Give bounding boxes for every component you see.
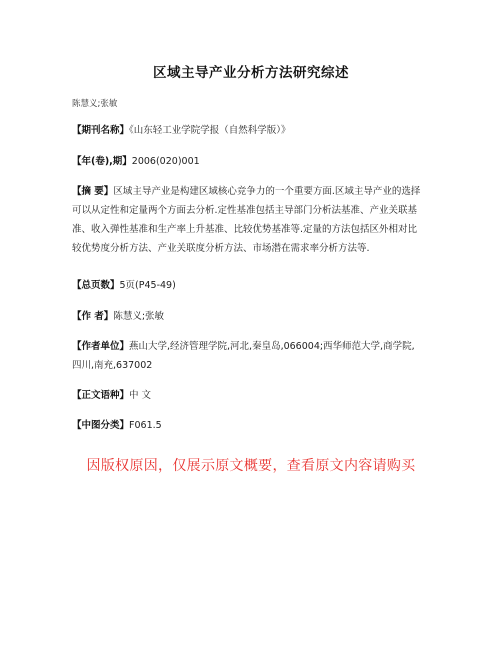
pages-label: 【总页数】 [72, 280, 120, 291]
abstract-value: 区域主导产业是构建区域核心竞争力的一个重要方面.区域主导产业的选择可以从定性和定量两个方面去分析.定性基准包括主导部门分析法基准、产业关联基准、收入弹性基准和生产率上升基准、比较优势基准等.定量的方法包括区外相对比较优势度分析方法、产业关联度分析方法、市场潜在需求率分析方法等. [72, 186, 421, 254]
year-issue-value: 2006(020)001 [131, 156, 200, 167]
pages-field [72, 276, 422, 295]
journal-label: 【期刊名称】 [72, 125, 130, 136]
affiliation-field [72, 337, 422, 375]
affiliation-label: 【作者单位】 [72, 341, 130, 352]
author-field [72, 307, 422, 326]
year-issue-field [72, 152, 422, 171]
classification-field [72, 416, 422, 435]
abstract-label: 【摘 要】 [72, 186, 114, 197]
journal-value: 《山东轻工业学院学报（自然科学版）》 [129, 125, 291, 136]
language-label: 【正文语种】 [72, 390, 130, 401]
document-title: 区域主导产业分析方法研究综述 [153, 65, 349, 81]
language-field [72, 386, 422, 405]
journal-field [72, 121, 422, 140]
pages-value: 5页(P45-49) [119, 280, 176, 291]
author-value: 陈慧义;张敏 [113, 311, 165, 322]
classification-label: 【中图分类】 [72, 420, 130, 431]
affiliation-value: 燕山大学,经济管理学院,河北,秦皇岛,066004;西华师范大学,商学院,四川,南充,637002 [72, 341, 415, 371]
classification-value: F061.5 [129, 420, 162, 431]
abstract-field [72, 182, 422, 258]
authors-line: 陈慧义;张敏 [72, 99, 118, 109]
copyright-notice[interactable]: 因版权原因，仅展示原文概要，查看原文内容请购买 [86, 458, 416, 474]
author-label: 【作 者】 [72, 311, 114, 322]
language-value: 中 文 [129, 390, 152, 401]
year-issue-label: 【年(卷),期】 [72, 156, 132, 167]
